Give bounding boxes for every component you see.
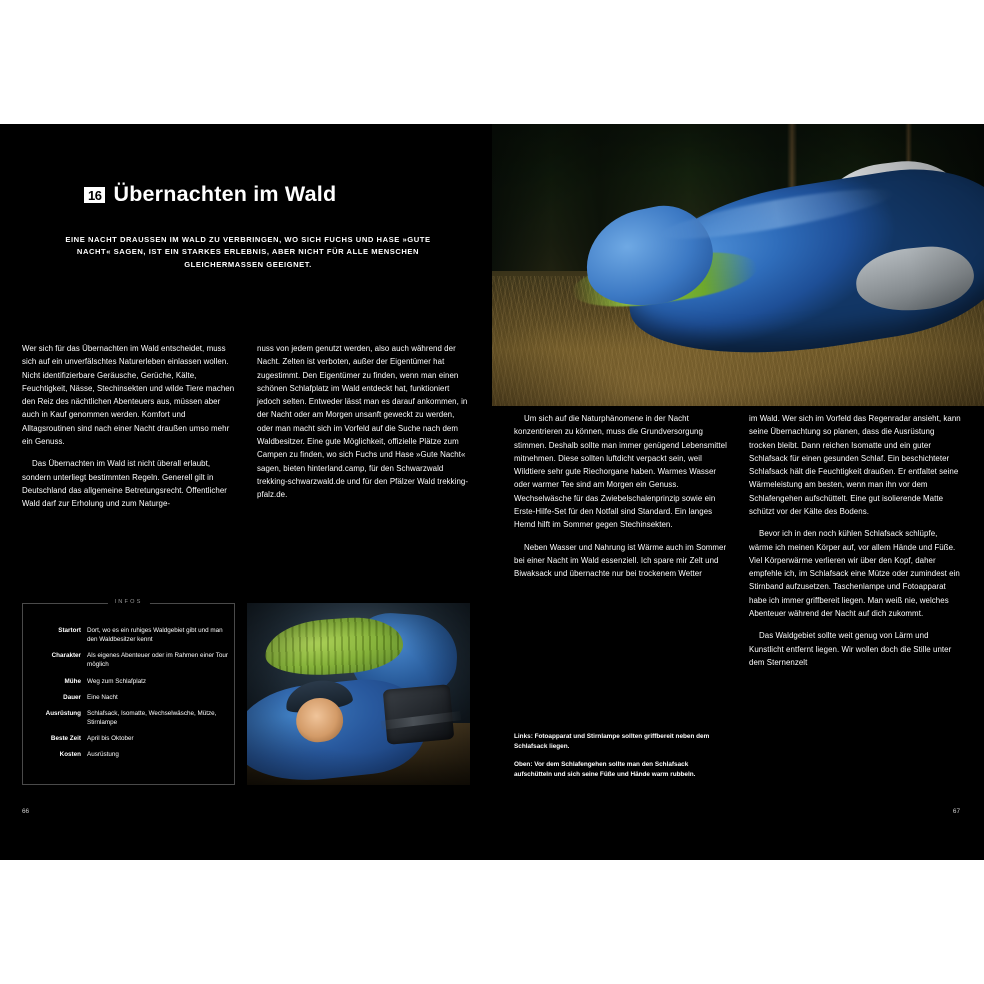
left-page — [0, 124, 492, 860]
left-body-columns — [22, 342, 470, 510]
info-value: April bis Oktober — [87, 735, 134, 742]
paragraph: Neben Wasser und Nahrung ist Wärme auch im Sommer bei einer Nacht im Wald essenziell. Ich spare mir Zelt und Biwaksack und übernachte nur bei trockenem Wetter — [514, 542, 727, 579]
info-key: Dauer — [63, 693, 81, 701]
paragraph: Bevor ich in den noch kühlen Schlafsack schlüpfe, wärme ich meinen Körper auf, vor allem Hände und Füße. Viel Körperwärme verlieren wir über den Kopf, daher empfehle ich, im Schlafsack eine Mütze oder zumindest ein Stirnband aufzusetzen. Taschenlampe und Fotoapparat habe ich immer griffbereit liegen. Man weiß nie, welches Abenteuer während der Nacht auf dich zukommt. — [749, 529, 960, 618]
right-body-columns — [514, 412, 962, 669]
right-column-2 — [749, 412, 962, 669]
book-spread — [0, 124, 984, 860]
caption-links: Links: Fotoapparat und Stirnlampe sollten griffbereit neben dem Schlafsack liegen. — [514, 733, 710, 751]
info-value: Dort, wo es ein ruhiges Waldgebiet gibt und man den Waldbesitzer kennt — [87, 627, 223, 644]
info-row — [31, 677, 228, 686]
folio-right: 67 — [952, 808, 960, 815]
standfirst-text: EINE NACHT DRAUSSEN IM WALD ZU VERBRINGEN, WO SICH FUCHS UND HASE »GUTE NACHT« SAGEN, IST EIN STARKES ERLEBNIS, ABER NICHT FÜR ALLE MENSCHEN GLEICHERMASSEN GEEIGNET. — [65, 235, 431, 269]
info-row — [31, 651, 228, 669]
info-key: Kosten — [59, 751, 81, 759]
person-in-sleeping-bag-photo — [247, 603, 470, 785]
chapter-heading — [84, 182, 464, 207]
paragraph: im Wald. Wer sich im Vorfeld das Regenradar ansieht, kann seine Übernachtung so planen, dass die Ausrüstung trocken bleibt. Dann reichen Isomatte und ein guter Schlafsack für einen gesunden Schlaf. Ein beschichteter Schlafsack hält die Feuchtigkeit draußen. Er entfaltet seine Wärmeleistung am besten, wenn man ihn vor dem Schlafengehen aufschüttelt. Eine gut isolierende Matte schützt vor der Kälte des Bodens. — [749, 414, 961, 516]
left-column-2 — [257, 342, 470, 510]
photo-vignette — [492, 124, 984, 406]
left-column-1 — [22, 342, 235, 510]
info-box — [22, 599, 235, 785]
info-row — [31, 709, 228, 727]
info-key: Mühe — [64, 677, 81, 685]
night-forest-sleeping-bag-photo — [492, 124, 984, 406]
caption-oben: Oben: Vor dem Schlafengehen sollte man den Schlafsack aufschütteln und sich seine Füße und Hände warm rubbeln. — [514, 760, 696, 779]
info-value: Weg zum Schlafplatz — [87, 677, 147, 685]
info-value: Schlafsack, Isomatte, Wechselwäsche, Mütze, Stirnlampe — [87, 709, 217, 726]
info-value: Eine Nacht — [87, 693, 118, 701]
paragraph: Das Waldgebiet sollte weit genug von Lärm und Kunstlicht entfernt liegen. Wir wollen doch die Stille unter dem Sternenzelt — [749, 631, 952, 667]
info-row — [31, 626, 228, 644]
right-page — [492, 124, 984, 860]
info-box-table — [31, 626, 228, 766]
paragraph: nuss von jedem genutzt werden, also auch während der Nacht. Zelten ist verboten, außer der Eigentümer hat zugestimmt. Den Eigentümer zu finden, wenn man einen schönen Schlafplatz im Wald entdeckt hat, funktioniert jedoch selten. Entweder lässt man es darauf ankommen, in der Nacht oder am Morgen unsanft geweckt zu werden, oder man macht sich im Vorfeld auf die Suche nach dem Waldbesitzer. Eine gute Möglichkeit, offizielle Plätze zum Campen zu finden, wo sich Fuchs und Hase »Gute Nacht« sagen, bieten hinterland.camp, für den Schwarzwald trekking-schwarzwald.de und für den Pfälzer Wald trekking-pfalz.de. — [257, 344, 469, 500]
photo-captions — [514, 732, 727, 781]
info-row — [31, 734, 228, 743]
info-row — [31, 750, 228, 759]
info-box-label: INFOS — [107, 599, 149, 605]
info-row — [31, 693, 228, 702]
info-value: Ausrüstung — [87, 751, 119, 759]
info-key: Beste Zeit — [50, 735, 81, 742]
paragraph: Das Übernachten im Wald ist nicht überall erlaubt, sondern unterliegt bestimmten Regeln. Generell gilt in Deutschland das allgemeine Betretungsrecht. Öffentlicher Wald darf zur Erholung und zum Naturge- — [22, 459, 227, 509]
info-key: Charakter — [51, 652, 81, 660]
folio-left: 66 — [22, 808, 30, 815]
paragraph: Um sich auf die Naturphänomene in der Nacht konzentrieren zu können, muss die Grundversorgung stimmen. Deshalb sollte man immer genügend Lebensmittel mitnehmen. Diese sollten luftdicht verpackt sein, weil Wildtiere sehr gute Riechorgane haben. Warmes Wasser oder warmer Tee sind am Morgen ein Genuss. Wechselwäsche für das Zwiebelschalenprinzip sowie ein Erste-Hilfe-Set für den Notfall sind Standard. Ein langes Hemd hilft im Sommer gegen Stechinsekten. — [514, 414, 727, 530]
paragraph: Wer sich für das Übernachten im Wald entscheidet, muss sich auf ein unverfälschtes Naturerleben einlassen wollen. Nicht identifizierbare Geräusche, Gerüche, Kälte, Feuchtigkeit, Nässe, Stechinsekten und wilde Tiere machen den Reiz des nächtlichen Abenteuers aus, müssen aber auch in Kauf genommen werden. Komfort und Alltagsroutinen sind nach einer Nacht draußen umso mehr ein Genuss. — [22, 344, 235, 446]
info-value: Als eigenes Abenteuer oder im Rahmen einer Tour möglich — [87, 652, 228, 669]
page-title: Übernachten im Wald — [113, 182, 337, 206]
right-column-1 — [514, 412, 727, 669]
info-key: Ausrüstung — [45, 709, 81, 717]
info-key: Startort — [58, 627, 81, 634]
chapter-number: 16 — [84, 187, 105, 203]
photo-vignette — [247, 603, 470, 785]
